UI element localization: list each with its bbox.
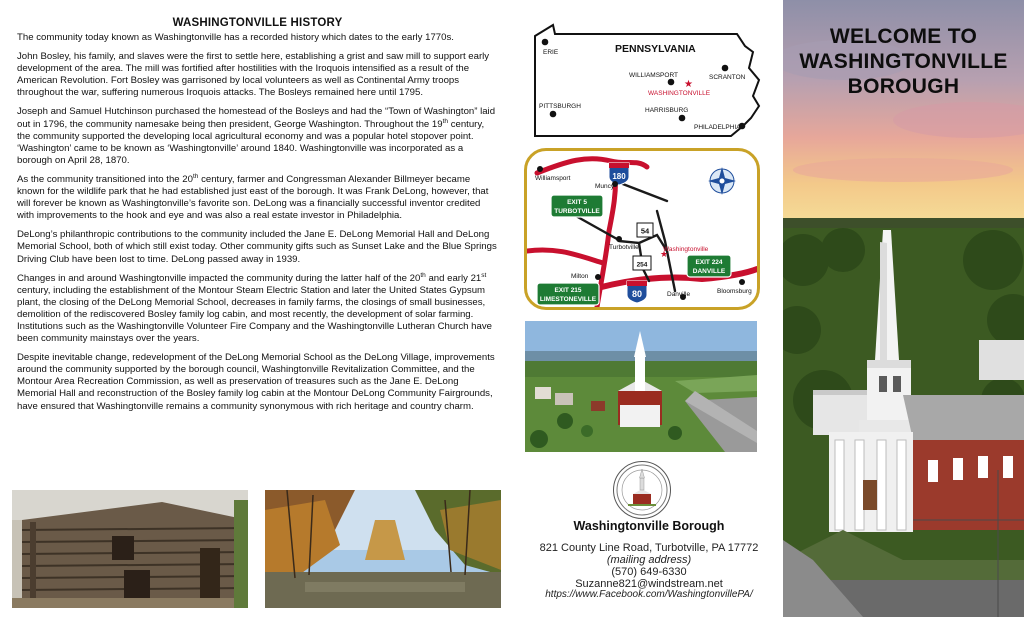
phone-number: (570) 649-6330 [611, 566, 687, 578]
history-paragraph-3-part-1: Joseph and Samuel Hutchinson purchased the homestead of the Bosleys and had the “Town of Washington” laid out in 1796, the community namesake being then president, George Washington. Throughout the 19 [17, 106, 496, 130]
exit-215-sign [537, 283, 599, 305]
pittsburgh-label: PITTSBURGH [539, 103, 581, 110]
log-cabin-photo [12, 490, 248, 608]
welcome-heading [783, 24, 1024, 99]
i80-shield-icon [627, 281, 647, 303]
bloomsburg-dot [739, 279, 745, 285]
i180-label: 180 [612, 172, 626, 181]
mailing-address-note: (mailing address) [606, 554, 692, 566]
facebook-link[interactable]: https://www.Facebook.com/WashingtonvillePA/ [545, 589, 753, 600]
road-map [524, 148, 760, 310]
williamsport-dot [537, 166, 543, 172]
svg-text:DANVILLE: DANVILLE [692, 268, 726, 275]
svg-text:LIMESTONEVILLE: LIMESTONEVILLE [539, 296, 597, 303]
erie-label: ERIE [543, 49, 559, 56]
ordinal-suffix: th [420, 271, 426, 279]
milton-dot [595, 274, 601, 280]
email-link[interactable]: Suzanne821@windstream.net [575, 578, 723, 590]
pa254-label: 254 [636, 261, 648, 269]
history-paragraph-6 [17, 273, 497, 346]
history-paragraph-4-part-2: century, farmer and Congressman Alexander Billmeyer became known for the wildlife park that he had established just east of the borough. It was Frank DeLong, however, that will forever be known as Washingtonville’s favorite son. DeLong was a financially successful inventor credited with improvements to the hook and eye and was also a real estate investor in Philadelphia. [17, 173, 489, 222]
history-paragraph-2: John Bosley, his family, and slaves were the first to settle here, establishing a grist and saw mill to support early development of the area. The mill was fortified after hostilities with the Iroquois intensified as a result of the American Revolution. Fort Bosley was garrisoned by local volunteers as well as Continental Army troops throughout the war, suffering numerous Iroquois attacks. The Bosleys remained here until 1795. [17, 51, 490, 99]
exit-224-sign [687, 255, 731, 277]
ordinal-suffix: th [442, 117, 449, 125]
history-paragraph-4-part-1: As the community transitioned into the 20 [17, 173, 193, 185]
erie-dot [542, 39, 549, 46]
middle-panel [515, 0, 783, 617]
turbotville-label: Turbotville [609, 244, 639, 251]
harrisburg-label: HARRISBURG [645, 107, 689, 114]
washingtonville-star: ★ [684, 79, 693, 90]
history-paragraph-7: Despite inevitable change, redevelopment of the DeLong Memorial School as the DeLong Village, improvements around the community supported by the borough council, Washingtonville Revitalization Committee, and the Montour Area Recreation Commission, as well as preservation of treasures such as the Jane E. DeLong Memorial Hall and reconstruction of the Bosley family log cabin at the Montour DeLong Community Fairgrounds, have ensured that Washingtonville remains a community synonymous with rich heritage and country charm. [17, 352, 495, 412]
history-paragraph-5: DeLong’s philanthropic contributions to the community included the Jane E. DeLong Memorial Hall and DeLong Memorial School, both of which still exist today. Other community gifts such as Sunset Lake and the Blue Springs Driving Club have been lost to time. DeLong passed away in 1939. [17, 229, 497, 265]
svg-text:TURBOTVILLE: TURBOTVILLE [554, 208, 600, 215]
aerial-church-photo [525, 321, 757, 452]
exit-5-sign [551, 195, 603, 217]
scranton-label: SCRANTON [709, 74, 746, 81]
williamsport-dot [668, 79, 675, 86]
history-paragraph-6-part-1: Changes in and around Washingtonville impacted the community during the latter half of the 20 [17, 272, 421, 284]
svg-text:EXIT 224: EXIT 224 [695, 259, 723, 266]
pa-state-label: PENNSYLVANIA [615, 43, 696, 55]
history-paragraph-6-part-3: century, including the establishment of the Montour Steam Electric Station and later the United States Gypsum plant, the closing of the DeLong Memorial School, decreases in family farms, the closings of small businesses, demolition of the rediscovered Bosley family log cabin, and most recently, the development of solar farming. Institutions such as the Washingtonville Volunteer Fire Company and the Washingtonville Lutheran Church have been community mainstays over the years. [17, 284, 492, 345]
history-title: WASHINGTONVILLE HISTORY [172, 17, 343, 29]
harrisburg-dot [679, 115, 686, 122]
history-paragraph-4 [17, 174, 497, 222]
pa254-shield-icon [633, 256, 651, 270]
mailing-address: 821 County Line Road, Turbotville, PA 17772 [539, 542, 759, 554]
history-paragraph-1: The community today known as Washingtonville has a recorded history which dates to the early 1770s. [17, 32, 454, 43]
milton-label: Milton [571, 273, 589, 280]
svg-text:EXIT 215: EXIT 215 [554, 287, 582, 294]
danville-label: Danville [667, 291, 691, 298]
washingtonville-label: Washingtonville [663, 246, 709, 253]
pa54-label: 54 [640, 226, 650, 236]
i80-label: 80 [631, 289, 643, 299]
williamsport-label: WILLIAMSPORT [629, 72, 679, 79]
turbotville-dot [616, 236, 622, 242]
welcome-line-1: WELCOME TO [829, 25, 978, 48]
borough-name: Washingtonville Borough [573, 519, 725, 533]
history-paragraph-3 [17, 106, 497, 166]
philadelphia-label: PHILADELPHIA [694, 124, 741, 131]
washingtonville-star: ★ [660, 249, 669, 259]
i180-shield-icon [609, 163, 629, 185]
borough-seal-icon [613, 461, 671, 519]
welcome-line-3: BOROUGH [847, 75, 960, 98]
ordinal-suffix: th [192, 172, 199, 180]
williamsport-label: Williamsport [535, 175, 571, 182]
welcome-line-2: WASHINGTONVILLE [799, 50, 1008, 73]
pennsylvania-map [531, 22, 763, 142]
ordinal-suffix: st [481, 271, 487, 279]
compass-rose-icon [708, 167, 736, 195]
pa54-shield-icon [637, 223, 653, 237]
svg-text:EXIT 5: EXIT 5 [567, 199, 587, 206]
history-text [17, 32, 497, 420]
scranton-dot [722, 65, 729, 72]
pittsburgh-dot [550, 111, 557, 118]
history-paragraph-6-part-2: and early 21 [425, 272, 482, 284]
history-paragraph-3-part-2: century, the community supported the developing local agricultural economy and was a popular hotel stopover point. ‘Washington’ came to be known as ‘Washingtonville’ around 1840. Washingtonville was incorporated as a borough on April 28, 1870. [17, 118, 485, 166]
muncy-label: Muncy [595, 183, 615, 190]
creek-photo [265, 490, 501, 608]
bloomsburg-label: Bloomsburg [717, 288, 752, 295]
washingtonville-label: WASHINGTONVILLE [648, 90, 711, 97]
